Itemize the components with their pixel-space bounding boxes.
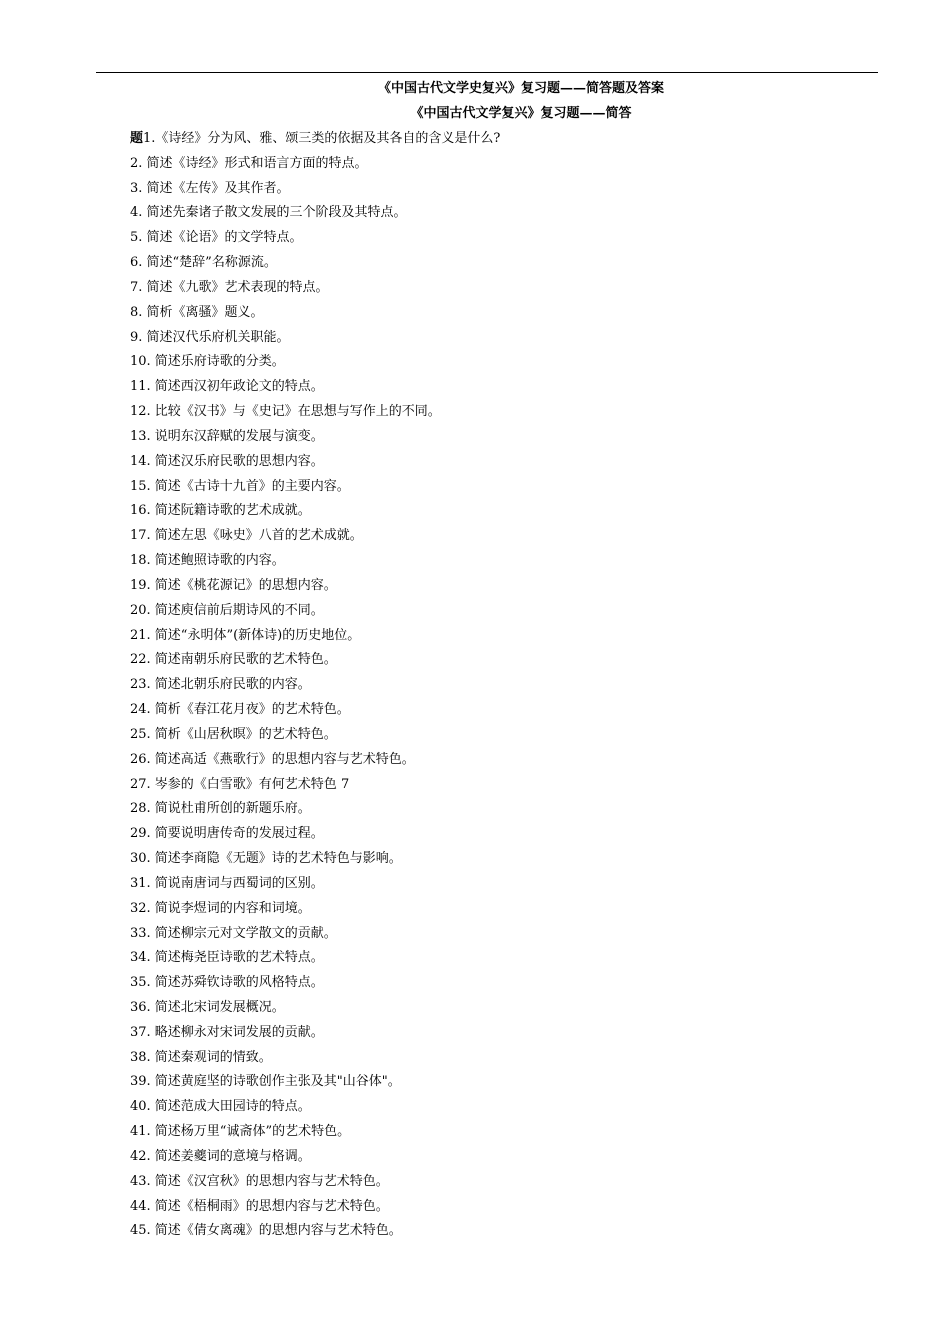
question-item (130, 577, 500, 602)
question-item (130, 552, 500, 577)
question-text: 30. 简述李商隐《无题》诗的艺术特色与影响。 (130, 851, 402, 867)
question-item (130, 502, 500, 527)
question-text: 6. 简述“楚辞”名称源流。 (130, 255, 277, 271)
question-text: 35. 简述苏舜钦诗歌的风格特点。 (130, 975, 324, 991)
question-text: 29. 简要说明唐传奇的发展过程。 (130, 826, 324, 842)
question-item (130, 726, 500, 751)
question-item (130, 949, 500, 974)
question-text: 31. 简说南唐词与西蜀词的区别。 (130, 875, 324, 891)
question-text: 10. 简述乐府诗歌的分类。 (130, 354, 285, 370)
question-item (130, 204, 500, 229)
question-item (130, 751, 500, 776)
document-title: 《中国古代文学史复兴》复习题——简答题及答案 (377, 81, 664, 96)
question-text: 20. 简述庾信前后期诗风的不同。 (130, 602, 324, 618)
question-text: 25. 简析《山居秋暝》的艺术特色。 (130, 726, 337, 742)
question-text: 9. 简述汉代乐府机关职能。 (130, 329, 290, 345)
question-text: 7. 简述《九歌》艺术表现的特点。 (130, 279, 329, 295)
question-text: 17. 简述左思《咏史》八首的艺术成就。 (130, 528, 363, 544)
question-item (130, 130, 500, 155)
question-item (130, 1098, 500, 1123)
question-text: 26. 简述高适《燕歌行》的思想内容与艺术特色。 (130, 751, 415, 767)
question-text: 43. 简述《汉宫秋》的思想内容与艺术特色。 (130, 1173, 389, 1189)
question-item (130, 776, 500, 801)
question-item (130, 800, 500, 825)
question-item (130, 875, 500, 900)
question-item (130, 254, 500, 279)
question-text: 41. 简述杨万里“诚斋体”的艺术特色。 (130, 1124, 351, 1140)
question-text: 32. 简说李煜词的内容和词境。 (130, 900, 311, 916)
question-text: 1.《诗经》分为风、雅、颂三类的依据及其各自的含义是什么? (143, 131, 501, 146)
question-item (130, 1024, 500, 1049)
question-text: 38. 简述秦观词的情致。 (130, 1049, 272, 1065)
question-item (130, 329, 500, 354)
question-item (130, 1222, 500, 1247)
question-text: 12. 比较《汉书》与《史记》在思想与写作上的不同。 (130, 404, 441, 420)
question-prefix: 题 (130, 131, 144, 146)
question-text: 11. 简述西汉初年政论文的特点。 (130, 379, 324, 395)
question-item (130, 1049, 500, 1074)
document-subtitle: 《中国古代文学复兴》复习题——简答 (410, 106, 632, 121)
question-text: 19. 简述《桃花源记》的思想内容。 (130, 577, 337, 593)
question-text: 27. 岑参的《白雪歌》有何艺术特色 7 (130, 776, 350, 792)
question-item (130, 974, 500, 999)
question-item (130, 925, 500, 950)
question-text: 45. 简述《倩女离魂》的思想内容与艺术特色。 (130, 1223, 402, 1239)
question-item (130, 1123, 500, 1148)
question-item (130, 602, 500, 627)
question-item (130, 651, 500, 676)
question-item (130, 403, 500, 428)
question-text: 36. 简述北宋词发展概况。 (130, 999, 285, 1015)
question-item (130, 999, 500, 1024)
question-item (130, 180, 500, 205)
question-item (130, 1173, 500, 1198)
question-item (130, 229, 500, 254)
question-item (130, 428, 500, 453)
question-item (130, 279, 500, 304)
question-item (130, 850, 500, 875)
question-text: 2. 简述《诗经》形式和语言方面的特点。 (130, 155, 368, 171)
question-item (130, 825, 500, 850)
question-item (130, 676, 500, 701)
question-item (130, 627, 500, 652)
question-text: 18. 简述鲍照诗歌的内容。 (130, 553, 285, 569)
question-text: 22. 简述南朝乐府民歌的艺术特色。 (130, 652, 337, 668)
question-item (130, 378, 500, 403)
question-text: 13. 说明东汉辞赋的发展与演变。 (130, 428, 324, 444)
question-item (130, 1198, 500, 1223)
question-text: 15. 简述《古诗十九首》的主要内容。 (130, 478, 350, 494)
question-text: 16. 简述阮籍诗歌的艺术成就。 (130, 503, 311, 519)
question-text: 24. 简析《春江花月夜》的艺术特色。 (130, 702, 350, 718)
question-text: 34. 简述梅尧臣诗歌的艺术特点。 (130, 950, 324, 966)
question-item (130, 478, 500, 503)
question-item (130, 1073, 500, 1098)
question-item (130, 304, 500, 329)
question-text: 33. 简述柳宗元对文学散文的贡献。 (130, 925, 337, 941)
question-text: 4. 简述先秦诸子散文发展的三个阶段及其特点。 (130, 205, 407, 221)
question-text: 39. 简述黄庭坚的诗歌创作主张及其"山谷体"。 (130, 1074, 401, 1090)
question-text: 23. 简述北朝乐府民歌的内容。 (130, 677, 311, 693)
question-item (130, 701, 500, 726)
question-item (130, 453, 500, 478)
question-item (130, 900, 500, 925)
question-text: 8. 简析《离骚》题义。 (130, 304, 264, 320)
question-text: 21. 简述“永明体”(新体诗)的历史地位。 (130, 627, 361, 643)
question-item (130, 1148, 500, 1173)
question-text: 28. 简说杜甫所创的新题乐府。 (130, 801, 311, 817)
question-item (130, 353, 500, 378)
question-list (130, 130, 500, 1247)
question-item (130, 527, 500, 552)
question-text: 3. 简述《左传》及其作者。 (130, 180, 290, 196)
header-rule (96, 72, 878, 73)
question-text: 37. 略述柳永对宋词发展的贡献。 (130, 1024, 324, 1040)
question-text: 42. 简述姜夔词的意境与格调。 (130, 1148, 311, 1164)
question-item (130, 155, 500, 180)
question-text: 40. 简述范成大田园诗的特点。 (130, 1099, 311, 1115)
question-text: 14. 简述汉乐府民歌的思想内容。 (130, 453, 324, 469)
question-text: 5. 简述《论语》的文学特点。 (130, 230, 303, 246)
question-text: 44. 简述《梧桐雨》的思想内容与艺术特色。 (130, 1198, 389, 1214)
